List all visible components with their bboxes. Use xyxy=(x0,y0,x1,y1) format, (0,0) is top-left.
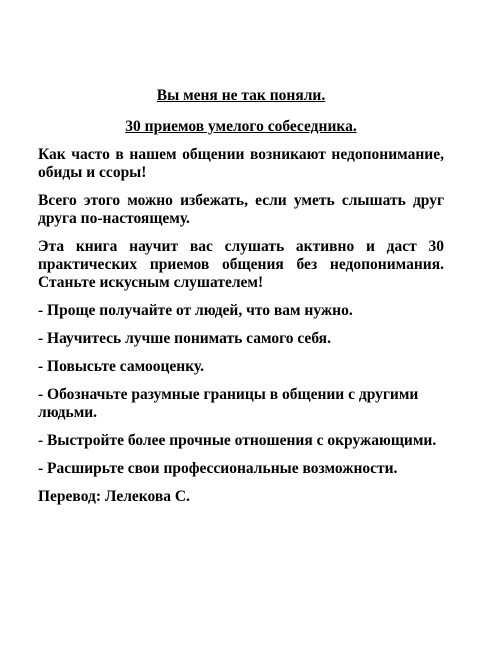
document-page xyxy=(38,87,444,506)
list-item: - Выстройте более прочные отношения с окружающими. xyxy=(38,432,437,449)
paragraph-book-teaches: Эта книга научит вас слушать активно и даст 30 практических приемов общения без недопонимания. Станьте искусным слушателем! xyxy=(38,238,444,291)
book-subtitle: 30 приемов умелого собеседника. xyxy=(125,118,357,135)
paragraph-intro: Как часто в нашем общении возникают недопонимание, обиды и ссоры! xyxy=(38,146,444,181)
paragraph-avoid: Всего этого можно избежать, если уметь слышать друг друга по-настоящему. xyxy=(38,192,444,227)
translator-credit: Перевод: Лелекова С. xyxy=(38,488,190,505)
list-item: - Проще получайте от людей, что вам нужно. xyxy=(38,302,353,319)
book-title: Вы меня не так поняли. xyxy=(156,87,326,104)
list-item: - Обозначьте разумные границы в общении с другими людьми. xyxy=(38,386,419,421)
list-item: - Научитесь лучше понимать самого себя. xyxy=(38,330,331,347)
list-item: - Повысьте самооценку. xyxy=(38,358,204,375)
list-item: - Расширьте свои профессиональные возможности. xyxy=(38,460,398,477)
